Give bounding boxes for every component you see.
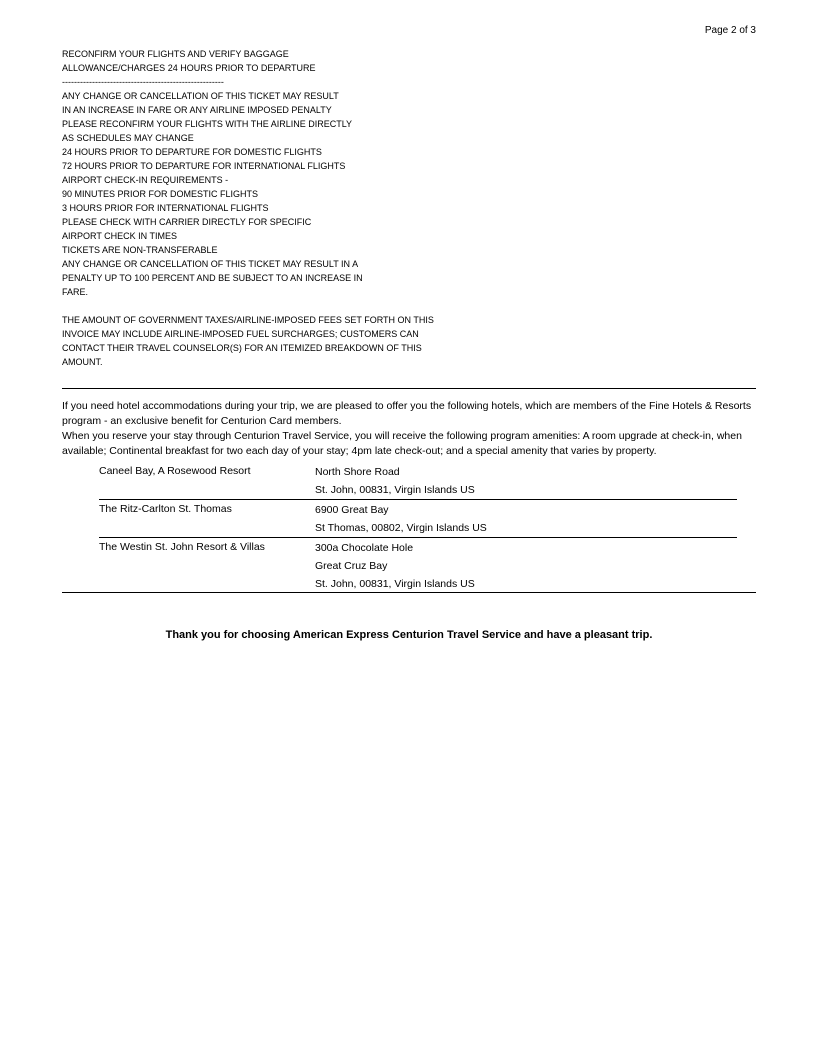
hotel-row xyxy=(99,499,737,537)
hotel-row xyxy=(99,537,737,593)
notice-line: PENALTY UP TO 100 PERCENT AND BE SUBJECT TO AN INCREASE IN xyxy=(62,273,363,283)
notice-spacer xyxy=(62,299,482,313)
hotel-list xyxy=(99,462,737,593)
notice-line: AIRPORT CHECK-IN REQUIREMENTS - xyxy=(62,175,229,185)
notice-line: PLEASE RECONFIRM YOUR FLIGHTS WITH THE AIRLINE DIRECTLY xyxy=(62,119,353,129)
notice-line: FARE. xyxy=(62,287,89,297)
notice-line: 72 HOURS PRIOR TO DEPARTURE FOR INTERNATIONAL FLIGHTS xyxy=(62,161,346,171)
notice-line: ANY CHANGE OR CANCELLATION OF THIS TICKET MAY RESULT xyxy=(62,91,339,101)
tax-notice-line: AMOUNT. xyxy=(62,357,103,367)
thank-you-message: Thank you for choosing American Express Centurion Travel Service and have a pleasant trip. xyxy=(165,629,653,641)
page-number: Page 2 of 3 xyxy=(704,25,756,36)
hotel-name: Caneel Bay, A Rosewood Resort xyxy=(99,465,251,477)
hotel-intro xyxy=(62,399,756,459)
address-line: St Thomas, 00802, Virgin Islands US xyxy=(315,522,487,534)
address-line: St. John, 00831, Virgin Islands US xyxy=(315,578,475,590)
notice-line: IN AN INCREASE IN FARE OR ANY AIRLINE IMPOSED PENALTY xyxy=(62,105,332,115)
hotel-name: The Ritz-Carlton St. Thomas xyxy=(99,503,232,515)
tax-notice-line: INVOICE MAY INCLUDE AIRLINE-IMPOSED FUEL SURCHARGES; CUSTOMERS CAN xyxy=(62,329,419,339)
notice-line: ANY CHANGE OR CANCELLATION OF THIS TICKET MAY RESULT IN A xyxy=(62,259,359,269)
section-divider-bottom xyxy=(62,592,756,593)
hotel-address xyxy=(315,538,737,593)
section-divider-top xyxy=(62,388,756,389)
ticket-notice xyxy=(62,47,482,369)
notice-separator: ------------------------------------------------------ xyxy=(62,77,224,87)
hotel-row xyxy=(99,462,737,499)
address-line: 300a Chocolate Hole xyxy=(315,542,414,554)
address-line: 6900 Great Bay xyxy=(315,504,389,516)
notice-line: ALLOWANCE/CHARGES 24 HOURS PRIOR TO DEPARTURE xyxy=(62,63,316,73)
tax-notice-line: CONTACT THEIR TRAVEL COUNSELOR(S) FOR AN ITEMIZED BREAKDOWN OF THIS xyxy=(62,343,422,353)
hotel-address xyxy=(315,462,737,499)
notice-line: AIRPORT CHECK IN TIMES xyxy=(62,231,178,241)
hotel-intro-paragraph: If you need hotel accommodations during your trip, we are pleased to offer you the following hotels, which are members of the Fine Hotels & Resorts program - an exclusive benefit for Centurion Card members. xyxy=(62,400,752,427)
notice-line: 3 HOURS PRIOR FOR INTERNATIONAL FLIGHTS xyxy=(62,203,269,213)
tax-notice-line: THE AMOUNT OF GOVERNMENT TAXES/AIRLINE-IMPOSED FEES SET FORTH ON THIS xyxy=(62,315,434,325)
hotel-address xyxy=(315,500,737,537)
address-line: North Shore Road xyxy=(315,466,400,478)
notice-line: AS SCHEDULES MAY CHANGE xyxy=(62,133,194,143)
notice-line: RECONFIRM YOUR FLIGHTS AND VERIFY BAGGAGE xyxy=(62,49,289,59)
notice-line: TICKETS ARE NON-TRANSFERABLE xyxy=(62,245,218,255)
address-line: Great Cruz Bay xyxy=(315,560,388,572)
address-line: St. John, 00831, Virgin Islands US xyxy=(315,484,475,496)
notice-line: 24 HOURS PRIOR TO DEPARTURE FOR DOMESTIC FLIGHTS xyxy=(62,147,322,157)
notice-line: 90 MINUTES PRIOR FOR DOMESTIC FLIGHTS xyxy=(62,189,259,199)
hotel-amenities-paragraph: When you reserve your stay through Centurion Travel Service, you will receive the following program amenities: A room upgrade at check-in, when available; Continental breakfast for two each day of your stay; 4pm late check-out; and a special amenity that varies by property. xyxy=(62,430,742,457)
hotel-name: The Westin St. John Resort & Villas xyxy=(99,541,265,553)
notice-line: PLEASE CHECK WITH CARRIER DIRECTLY FOR SPECIFIC xyxy=(62,217,312,227)
